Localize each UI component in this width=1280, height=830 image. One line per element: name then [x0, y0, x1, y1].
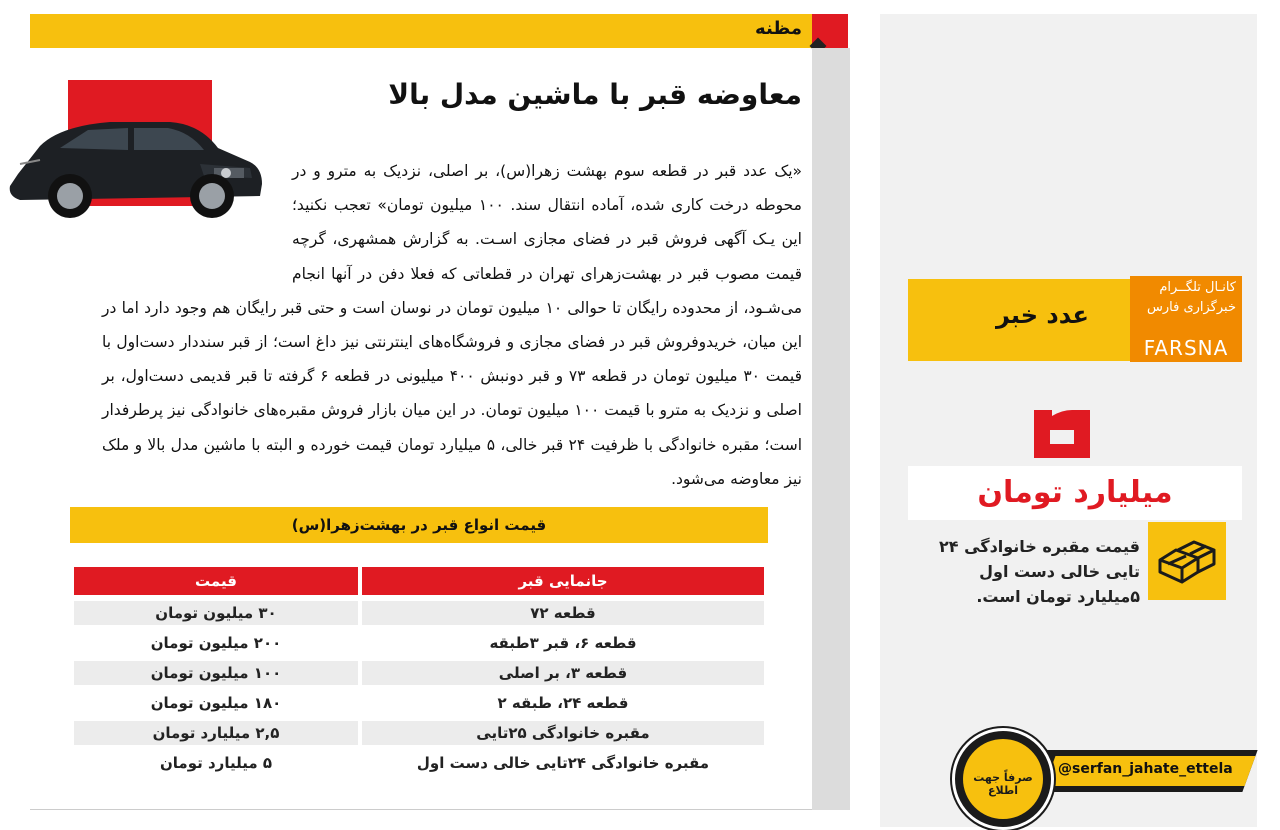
- cell-location: قطعه ۶، قبر ۳طبقه: [489, 634, 637, 652]
- table-row: [74, 661, 764, 685]
- cell-location: قطعه ۲۴، طبقه ۲: [497, 694, 629, 712]
- cell-price: ۲,۵ میلیارد تومان: [74, 721, 358, 745]
- table-title: قیمت انواع قبر در بهشت‌زهرا(س): [291, 516, 547, 534]
- column-header-price: قیمت: [74, 567, 358, 595]
- article-headline: معاوضه قبر با ماشین مدل بالا: [388, 78, 802, 111]
- cell-location: مقبره خانوادگی ۲۵تایی: [362, 721, 764, 745]
- channel-brand: FARSNA: [1143, 336, 1229, 360]
- cell-price: ۱۰۰ میلیون تومان: [74, 661, 358, 685]
- photo-wrap-space: [102, 154, 292, 262]
- article-body: [102, 154, 802, 496]
- news-number-label: عدد خبر: [996, 301, 1089, 329]
- table-row: [74, 751, 764, 775]
- big-number-unit: میلیارد تومان: [977, 475, 1173, 510]
- cell-price: ۲۰۰ میلیون تومان: [150, 634, 282, 652]
- watermark-handle[interactable]: @serfan_jahate_ettela: [1058, 761, 1233, 777]
- bricks-icon: [1156, 538, 1218, 586]
- sidebar-panel: [880, 14, 1257, 827]
- article-bottom-rule: [30, 809, 812, 810]
- channel-line-2: خبرگزاری فارس: [1146, 300, 1236, 315]
- column-header-location: جانمایی قبر: [362, 567, 764, 595]
- section-label: مظنه: [755, 18, 802, 39]
- section-header-bar: [30, 14, 848, 48]
- cell-price: ۳۰ میلیون تومان: [74, 601, 358, 625]
- table-row: [74, 601, 764, 625]
- article-side-strip: [812, 48, 850, 810]
- watermark-logo: [952, 728, 1054, 830]
- cell-location: قطعه ۳، بر اصلی: [362, 661, 764, 685]
- cell-location: مقبره خانوادگی ۲۴تایی خالی دست اول: [416, 754, 710, 772]
- cell-price: ۱۸۰ میلیون تومان: [150, 694, 282, 712]
- channel-line-1: کانـال تلگــرام: [1159, 280, 1236, 295]
- article-card: [30, 14, 850, 810]
- fact-text: قیمت مقبره خانوادگی ۲۴ تایی خالی دست اول ۵میلیارد تومان است.: [938, 537, 1140, 606]
- price-table: [70, 561, 768, 781]
- cell-location: قطعه ۷۲: [362, 601, 764, 625]
- cell-price: ۵ میلیارد تومان: [160, 754, 272, 772]
- article-body-text: «یک عدد قبر در قطعه سوم بهشت زهرا(س)، بر اصلی، نزدیک به مترو و در محوطه درخت کاری شده، آماده انتقال سند. ۱۰۰ میلیون تومان» تعجب نکنید؛ این یـک آگهی فروش قبر در فضای مجازی اسـت. به گزارش همشهری، گرچه قیمت مصوب قبر در بهشت‌زهرای تهران در قطعاتی که فعلا دفن در آنها انجام می‌شـود، از محدوده رایگان تا حوالی ۱۰ میلیون تومان در نوسان است و حتی قبر رایگان هم وجود دارد اما در این میان، خریدوفروش قبر در فضای مجازی و فروشگاه‌های اینترنتی نیز داغ است؛ از قبر سنددار دست‌اول با قیمت ۳۰ میلیون تومان در قطعه ۷۳ و قبر دونبش ۴۰۰ میلیونی در قطعه ۶ گرفته تا قبر قدیمی دست‌اول، بر اصلی و نزدیک به مترو با قیمت ۱۰۰ میلیون تومان. در این میان بازار فروش مقبره‌های خانوادگی نیز پرطرفدار است؛ مقبره خانوادگی با ظرفیت ۲۴ قبر خالی، ۵ میلیارد تومان قیمت خورده و البته با ماشین مدل بالا و ملک نیز معاوضه می‌شود.: [102, 162, 803, 488]
- big-number-unit-box: [908, 466, 1242, 520]
- table-title-bar: [70, 507, 768, 543]
- table-row: [74, 691, 764, 715]
- big-number-five: [1028, 406, 1096, 462]
- farsna-channel-badge[interactable]: [1130, 276, 1242, 362]
- watermark-logo-inner: [963, 739, 1043, 819]
- watermark-logo-text: صرفاً جهت اطلاع: [973, 771, 1033, 797]
- table-row: [74, 631, 764, 655]
- table-row: [74, 721, 764, 745]
